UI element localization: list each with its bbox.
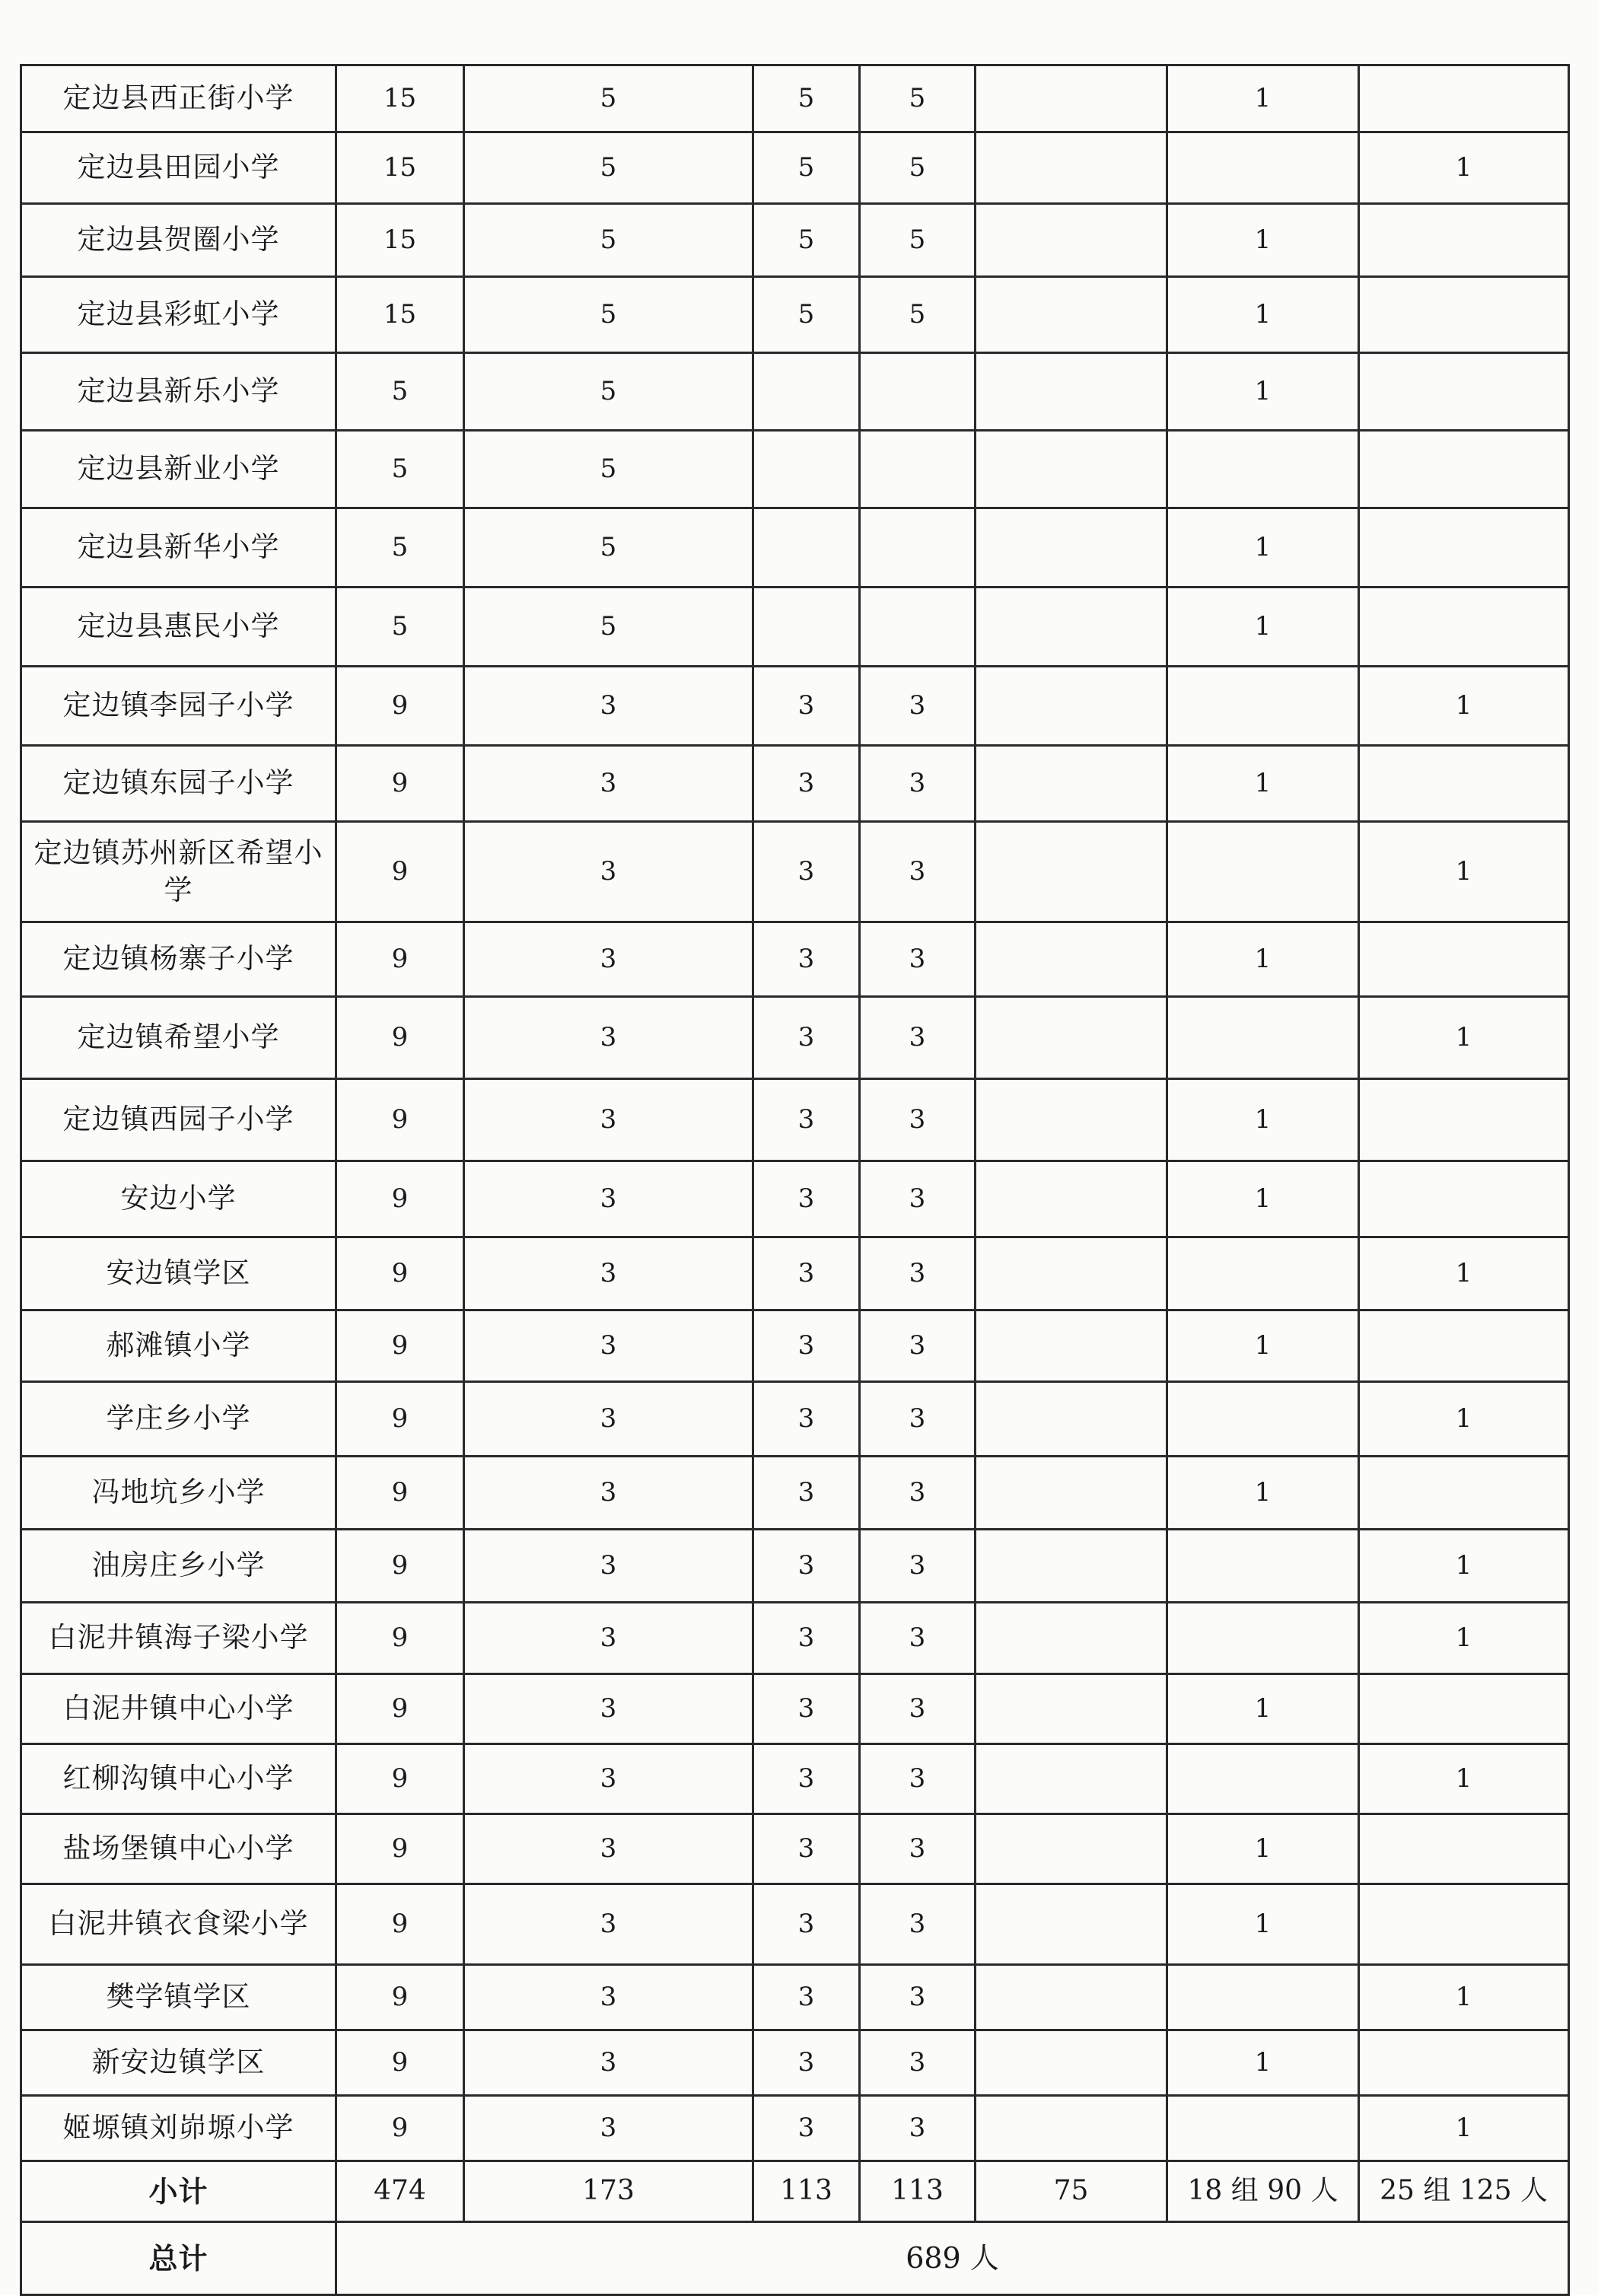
school-name-cell: 冯地坑乡小学: [21, 1457, 336, 1530]
value-cell: [976, 1674, 1167, 1744]
school-name-cell: 定边县惠民小学: [21, 588, 336, 667]
school-name-cell: 油房庄乡小学: [21, 1530, 336, 1603]
value-cell: [1359, 65, 1569, 132]
value-cell: 1: [1167, 353, 1359, 431]
value-cell: 1: [1359, 1603, 1569, 1674]
value-cell: 3: [860, 1161, 976, 1237]
table-row: [21, 2096, 1569, 2161]
value-cell: [1167, 1530, 1359, 1603]
value-cell: 1: [1167, 277, 1359, 353]
value-cell: [976, 2096, 1167, 2161]
value-cell: 3: [860, 667, 976, 746]
value-cell: 15: [336, 204, 464, 277]
value-cell: [1167, 1744, 1359, 1814]
value-cell: 3: [860, 1884, 976, 1965]
table-row: [21, 277, 1569, 353]
value-cell: 1: [1167, 2030, 1359, 2096]
value-cell: 9: [336, 997, 464, 1079]
value-cell: 9: [336, 1814, 464, 1884]
value-cell: 5: [336, 588, 464, 667]
school-name-cell: 学庄乡小学: [21, 1382, 336, 1457]
table-row: [21, 588, 1569, 667]
value-cell: 5: [336, 508, 464, 588]
value-cell: [753, 431, 860, 508]
value-cell: 1: [1359, 667, 1569, 746]
value-cell: 3: [860, 746, 976, 822]
table-body: [21, 65, 1569, 2295]
value-cell: 15: [336, 277, 464, 353]
table-row: [21, 1161, 1569, 1237]
value-cell: 5: [753, 204, 860, 277]
value-cell: 3: [753, 1237, 860, 1310]
value-cell: 1: [1167, 1674, 1359, 1744]
value-cell: 3: [464, 1310, 753, 1382]
grand-total-value: 689 人: [336, 2222, 1569, 2295]
value-cell: [976, 1237, 1167, 1310]
value-cell: 3: [753, 667, 860, 746]
value-cell: 3: [753, 1382, 860, 1457]
value-cell: 15: [336, 132, 464, 204]
table-row: [21, 1884, 1569, 1965]
value-cell: [976, 353, 1167, 431]
value-cell: 5: [464, 508, 753, 588]
value-cell: [1167, 667, 1359, 746]
value-cell: [976, 1603, 1167, 1674]
table-row: [21, 2030, 1569, 2096]
value-cell: 9: [336, 2096, 464, 2161]
value-cell: [753, 508, 860, 588]
school-name-cell: 郝滩镇小学: [21, 1310, 336, 1382]
school-name-cell: 新安边镇学区: [21, 2030, 336, 2096]
value-cell: [976, 1814, 1167, 1884]
value-cell: 15: [336, 65, 464, 132]
school-name-cell: 白泥井镇衣食梁小学: [21, 1884, 336, 1965]
value-cell: 1: [1359, 1382, 1569, 1457]
value-cell: 3: [860, 1744, 976, 1814]
value-cell: 9: [336, 922, 464, 997]
value-cell: 1: [1167, 922, 1359, 997]
table-row: [21, 1382, 1569, 1457]
table-row: [21, 431, 1569, 508]
value-cell: [1167, 1237, 1359, 1310]
value-cell: [1359, 431, 1569, 508]
table-row: [21, 1457, 1569, 1530]
value-cell: [1167, 1603, 1359, 1674]
value-cell: 9: [336, 1744, 464, 1814]
value-cell: 9: [336, 1530, 464, 1603]
value-cell: [1359, 1884, 1569, 1965]
school-name-cell: 定边镇东园子小学: [21, 746, 336, 822]
value-cell: [1359, 277, 1569, 353]
value-cell: 3: [753, 1884, 860, 1965]
value-cell: 3: [753, 1310, 860, 1382]
value-cell: 1: [1167, 1079, 1359, 1161]
value-cell: 3: [753, 1965, 860, 2030]
value-cell: 3: [464, 667, 753, 746]
value-cell: 9: [336, 2030, 464, 2096]
value-cell: 5: [464, 132, 753, 204]
value-cell: 5: [336, 431, 464, 508]
value-cell: 1: [1167, 508, 1359, 588]
value-cell: [753, 588, 860, 667]
value-cell: 5: [753, 65, 860, 132]
value-cell: 9: [336, 746, 464, 822]
table-row: [21, 132, 1569, 204]
value-cell: [976, 1457, 1167, 1530]
value-cell: [860, 353, 976, 431]
value-cell: [976, 1530, 1167, 1603]
school-name-cell: 樊学镇学区: [21, 1965, 336, 2030]
value-cell: 9: [336, 1965, 464, 2030]
value-cell: [976, 132, 1167, 204]
value-cell: [976, 1079, 1167, 1161]
value-cell: 3: [464, 1674, 753, 1744]
subtotal-value-cell: 474: [336, 2161, 464, 2222]
table-row: [21, 746, 1569, 822]
value-cell: [976, 1382, 1167, 1457]
value-cell: 1: [1359, 822, 1569, 922]
value-cell: [1167, 997, 1359, 1079]
subtotal-value-cell: 18 组 90 人: [1167, 2161, 1359, 2222]
value-cell: [1359, 746, 1569, 822]
table-row: [21, 1530, 1569, 1603]
value-cell: 1: [1359, 1237, 1569, 1310]
value-cell: 5: [860, 65, 976, 132]
value-cell: 3: [464, 1884, 753, 1965]
school-name-cell: 定边镇李园子小学: [21, 667, 336, 746]
value-cell: 5: [753, 132, 860, 204]
value-cell: [1359, 1457, 1569, 1530]
school-name-cell: 定边县新乐小学: [21, 353, 336, 431]
value-cell: 1: [1359, 1530, 1569, 1603]
value-cell: 3: [860, 1382, 976, 1457]
value-cell: [1359, 204, 1569, 277]
value-cell: 3: [860, 997, 976, 1079]
value-cell: 3: [464, 2030, 753, 2096]
value-cell: 3: [860, 1674, 976, 1744]
value-cell: 1: [1359, 132, 1569, 204]
value-cell: [976, 822, 1167, 922]
table-row: [21, 508, 1569, 588]
value-cell: 1: [1359, 997, 1569, 1079]
table-row: [21, 1237, 1569, 1310]
value-cell: 5: [464, 204, 753, 277]
value-cell: [1167, 431, 1359, 508]
value-cell: 9: [336, 667, 464, 746]
value-cell: 3: [753, 1744, 860, 1814]
value-cell: [976, 2030, 1167, 2096]
value-cell: 9: [336, 1161, 464, 1237]
value-cell: 3: [464, 1079, 753, 1161]
value-cell: [1359, 2030, 1569, 2096]
value-cell: [1167, 1382, 1359, 1457]
value-cell: 5: [464, 431, 753, 508]
value-cell: [1359, 1161, 1569, 1237]
value-cell: 3: [860, 1457, 976, 1530]
value-cell: 3: [753, 1603, 860, 1674]
school-name-cell: 白泥井镇中心小学: [21, 1674, 336, 1744]
value-cell: 3: [860, 822, 976, 922]
value-cell: [976, 746, 1167, 822]
value-cell: 3: [753, 1457, 860, 1530]
value-cell: 3: [753, 1161, 860, 1237]
school-name-cell: 定边县西正街小学: [21, 65, 336, 132]
value-cell: 1: [1167, 65, 1359, 132]
value-cell: 3: [753, 746, 860, 822]
school-name-cell: 安边镇学区: [21, 1237, 336, 1310]
subtotal-value-cell: 173: [464, 2161, 753, 2222]
value-cell: [976, 922, 1167, 997]
table-row: [21, 667, 1569, 746]
subtotal-value-cell: 113: [860, 2161, 976, 2222]
value-cell: 1: [1167, 1457, 1359, 1530]
value-cell: 3: [860, 1530, 976, 1603]
table-row: [21, 1310, 1569, 1382]
school-name-cell: 红柳沟镇中心小学: [21, 1744, 336, 1814]
value-cell: [976, 1744, 1167, 1814]
value-cell: 3: [753, 1674, 860, 1744]
value-cell: [1359, 1079, 1569, 1161]
subtotal-value-cell: 113: [753, 2161, 860, 2222]
value-cell: 3: [464, 822, 753, 922]
value-cell: [976, 997, 1167, 1079]
school-name-cell: 姬塬镇刘峁塬小学: [21, 2096, 336, 2161]
value-cell: [1359, 1814, 1569, 1884]
value-cell: 9: [336, 1884, 464, 1965]
value-cell: 3: [464, 922, 753, 997]
value-cell: 9: [336, 822, 464, 922]
value-cell: [976, 65, 1167, 132]
value-cell: 1: [1167, 1161, 1359, 1237]
value-cell: 3: [464, 997, 753, 1079]
value-cell: 1: [1359, 1744, 1569, 1814]
value-cell: [1167, 822, 1359, 922]
table-row: [21, 1079, 1569, 1161]
value-cell: 5: [860, 204, 976, 277]
value-cell: [860, 508, 976, 588]
table-row: [21, 997, 1569, 1079]
value-cell: [1359, 588, 1569, 667]
grand-total-row: [21, 2222, 1569, 2295]
value-cell: [860, 431, 976, 508]
subtotal-row: [21, 2161, 1569, 2222]
value-cell: 3: [860, 1310, 976, 1382]
value-cell: 5: [464, 353, 753, 431]
value-cell: [1359, 1674, 1569, 1744]
school-name-cell: 定边镇希望小学: [21, 997, 336, 1079]
school-name-cell: 盐场堡镇中心小学: [21, 1814, 336, 1884]
value-cell: 5: [464, 588, 753, 667]
value-cell: 3: [753, 922, 860, 997]
school-name-cell: 定边县彩虹小学: [21, 277, 336, 353]
value-cell: 9: [336, 1457, 464, 1530]
value-cell: 1: [1167, 1814, 1359, 1884]
value-cell: [1359, 353, 1569, 431]
value-cell: [976, 1884, 1167, 1965]
table-row: [21, 353, 1569, 431]
value-cell: 3: [753, 1530, 860, 1603]
value-cell: [976, 667, 1167, 746]
value-cell: 3: [464, 1965, 753, 2030]
value-cell: [1167, 132, 1359, 204]
school-name-cell: 定边县新华小学: [21, 508, 336, 588]
value-cell: 9: [336, 1382, 464, 1457]
value-cell: 3: [753, 1079, 860, 1161]
value-cell: [976, 204, 1167, 277]
value-cell: 3: [753, 822, 860, 922]
value-cell: 3: [464, 1530, 753, 1603]
table-row: [21, 1603, 1569, 1674]
table-row: [21, 922, 1569, 997]
value-cell: [860, 588, 976, 667]
school-name-cell: 定边镇西园子小学: [21, 1079, 336, 1161]
value-cell: 3: [860, 2030, 976, 2096]
value-cell: 3: [860, 1965, 976, 2030]
subtotal-label: 小计: [21, 2161, 336, 2222]
value-cell: [753, 353, 860, 431]
value-cell: 3: [860, 2096, 976, 2161]
school-name-cell: 定边县田园小学: [21, 132, 336, 204]
value-cell: [976, 431, 1167, 508]
value-cell: 3: [464, 746, 753, 822]
value-cell: 3: [464, 1382, 753, 1457]
value-cell: 5: [464, 65, 753, 132]
value-cell: 3: [860, 1814, 976, 1884]
subtotal-value-cell: 75: [976, 2161, 1167, 2222]
subtotal-value-cell: 25 组 125 人: [1359, 2161, 1569, 2222]
value-cell: 9: [336, 1674, 464, 1744]
table-row: [21, 1744, 1569, 1814]
value-cell: [1167, 1965, 1359, 2030]
value-cell: 3: [464, 1744, 753, 1814]
table-row: [21, 65, 1569, 132]
value-cell: [1359, 922, 1569, 997]
school-name-cell: 定边县贺圈小学: [21, 204, 336, 277]
school-name-cell: 安边小学: [21, 1161, 336, 1237]
value-cell: [976, 1965, 1167, 2030]
value-cell: [976, 1161, 1167, 1237]
value-cell: 3: [464, 2096, 753, 2161]
value-cell: 3: [860, 1079, 976, 1161]
value-cell: 3: [860, 1237, 976, 1310]
value-cell: 1: [1167, 1884, 1359, 1965]
value-cell: 5: [464, 277, 753, 353]
value-cell: [976, 508, 1167, 588]
school-name-cell: 定边镇苏州新区希望小学: [21, 822, 336, 922]
grand-total-label: 总计: [21, 2222, 336, 2295]
table-row: [21, 1674, 1569, 1744]
school-name-cell: 白泥井镇海子梁小学: [21, 1603, 336, 1674]
value-cell: [1359, 508, 1569, 588]
table-row: [21, 204, 1569, 277]
value-cell: 1: [1167, 588, 1359, 667]
value-cell: 1: [1359, 2096, 1569, 2161]
value-cell: 1: [1167, 746, 1359, 822]
value-cell: 9: [336, 1603, 464, 1674]
value-cell: 1: [1167, 1310, 1359, 1382]
value-cell: 5: [753, 277, 860, 353]
table-row: [21, 822, 1569, 922]
value-cell: 1: [1359, 1965, 1569, 2030]
value-cell: 9: [336, 1237, 464, 1310]
value-cell: 3: [753, 2030, 860, 2096]
value-cell: 1: [1167, 204, 1359, 277]
value-cell: [976, 1310, 1167, 1382]
value-cell: 5: [860, 277, 976, 353]
value-cell: 3: [464, 1814, 753, 1884]
value-cell: 3: [860, 1603, 976, 1674]
allocation-table: [20, 64, 1570, 2296]
value-cell: 5: [336, 353, 464, 431]
school-name-cell: 定边县新业小学: [21, 431, 336, 508]
value-cell: [1167, 2096, 1359, 2161]
value-cell: 3: [753, 2096, 860, 2161]
value-cell: 9: [336, 1079, 464, 1161]
table-row: [21, 1814, 1569, 1884]
school-name-cell: 定边镇杨寨子小学: [21, 922, 336, 997]
value-cell: 3: [464, 1237, 753, 1310]
value-cell: 9: [336, 1310, 464, 1382]
value-cell: 3: [860, 922, 976, 997]
value-cell: [1359, 1310, 1569, 1382]
value-cell: 3: [753, 1814, 860, 1884]
value-cell: [976, 588, 1167, 667]
value-cell: 5: [860, 132, 976, 204]
value-cell: 3: [464, 1457, 753, 1530]
value-cell: 3: [464, 1603, 753, 1674]
value-cell: 3: [464, 1161, 753, 1237]
value-cell: 3: [753, 997, 860, 1079]
table-row: [21, 1965, 1569, 2030]
value-cell: [976, 277, 1167, 353]
